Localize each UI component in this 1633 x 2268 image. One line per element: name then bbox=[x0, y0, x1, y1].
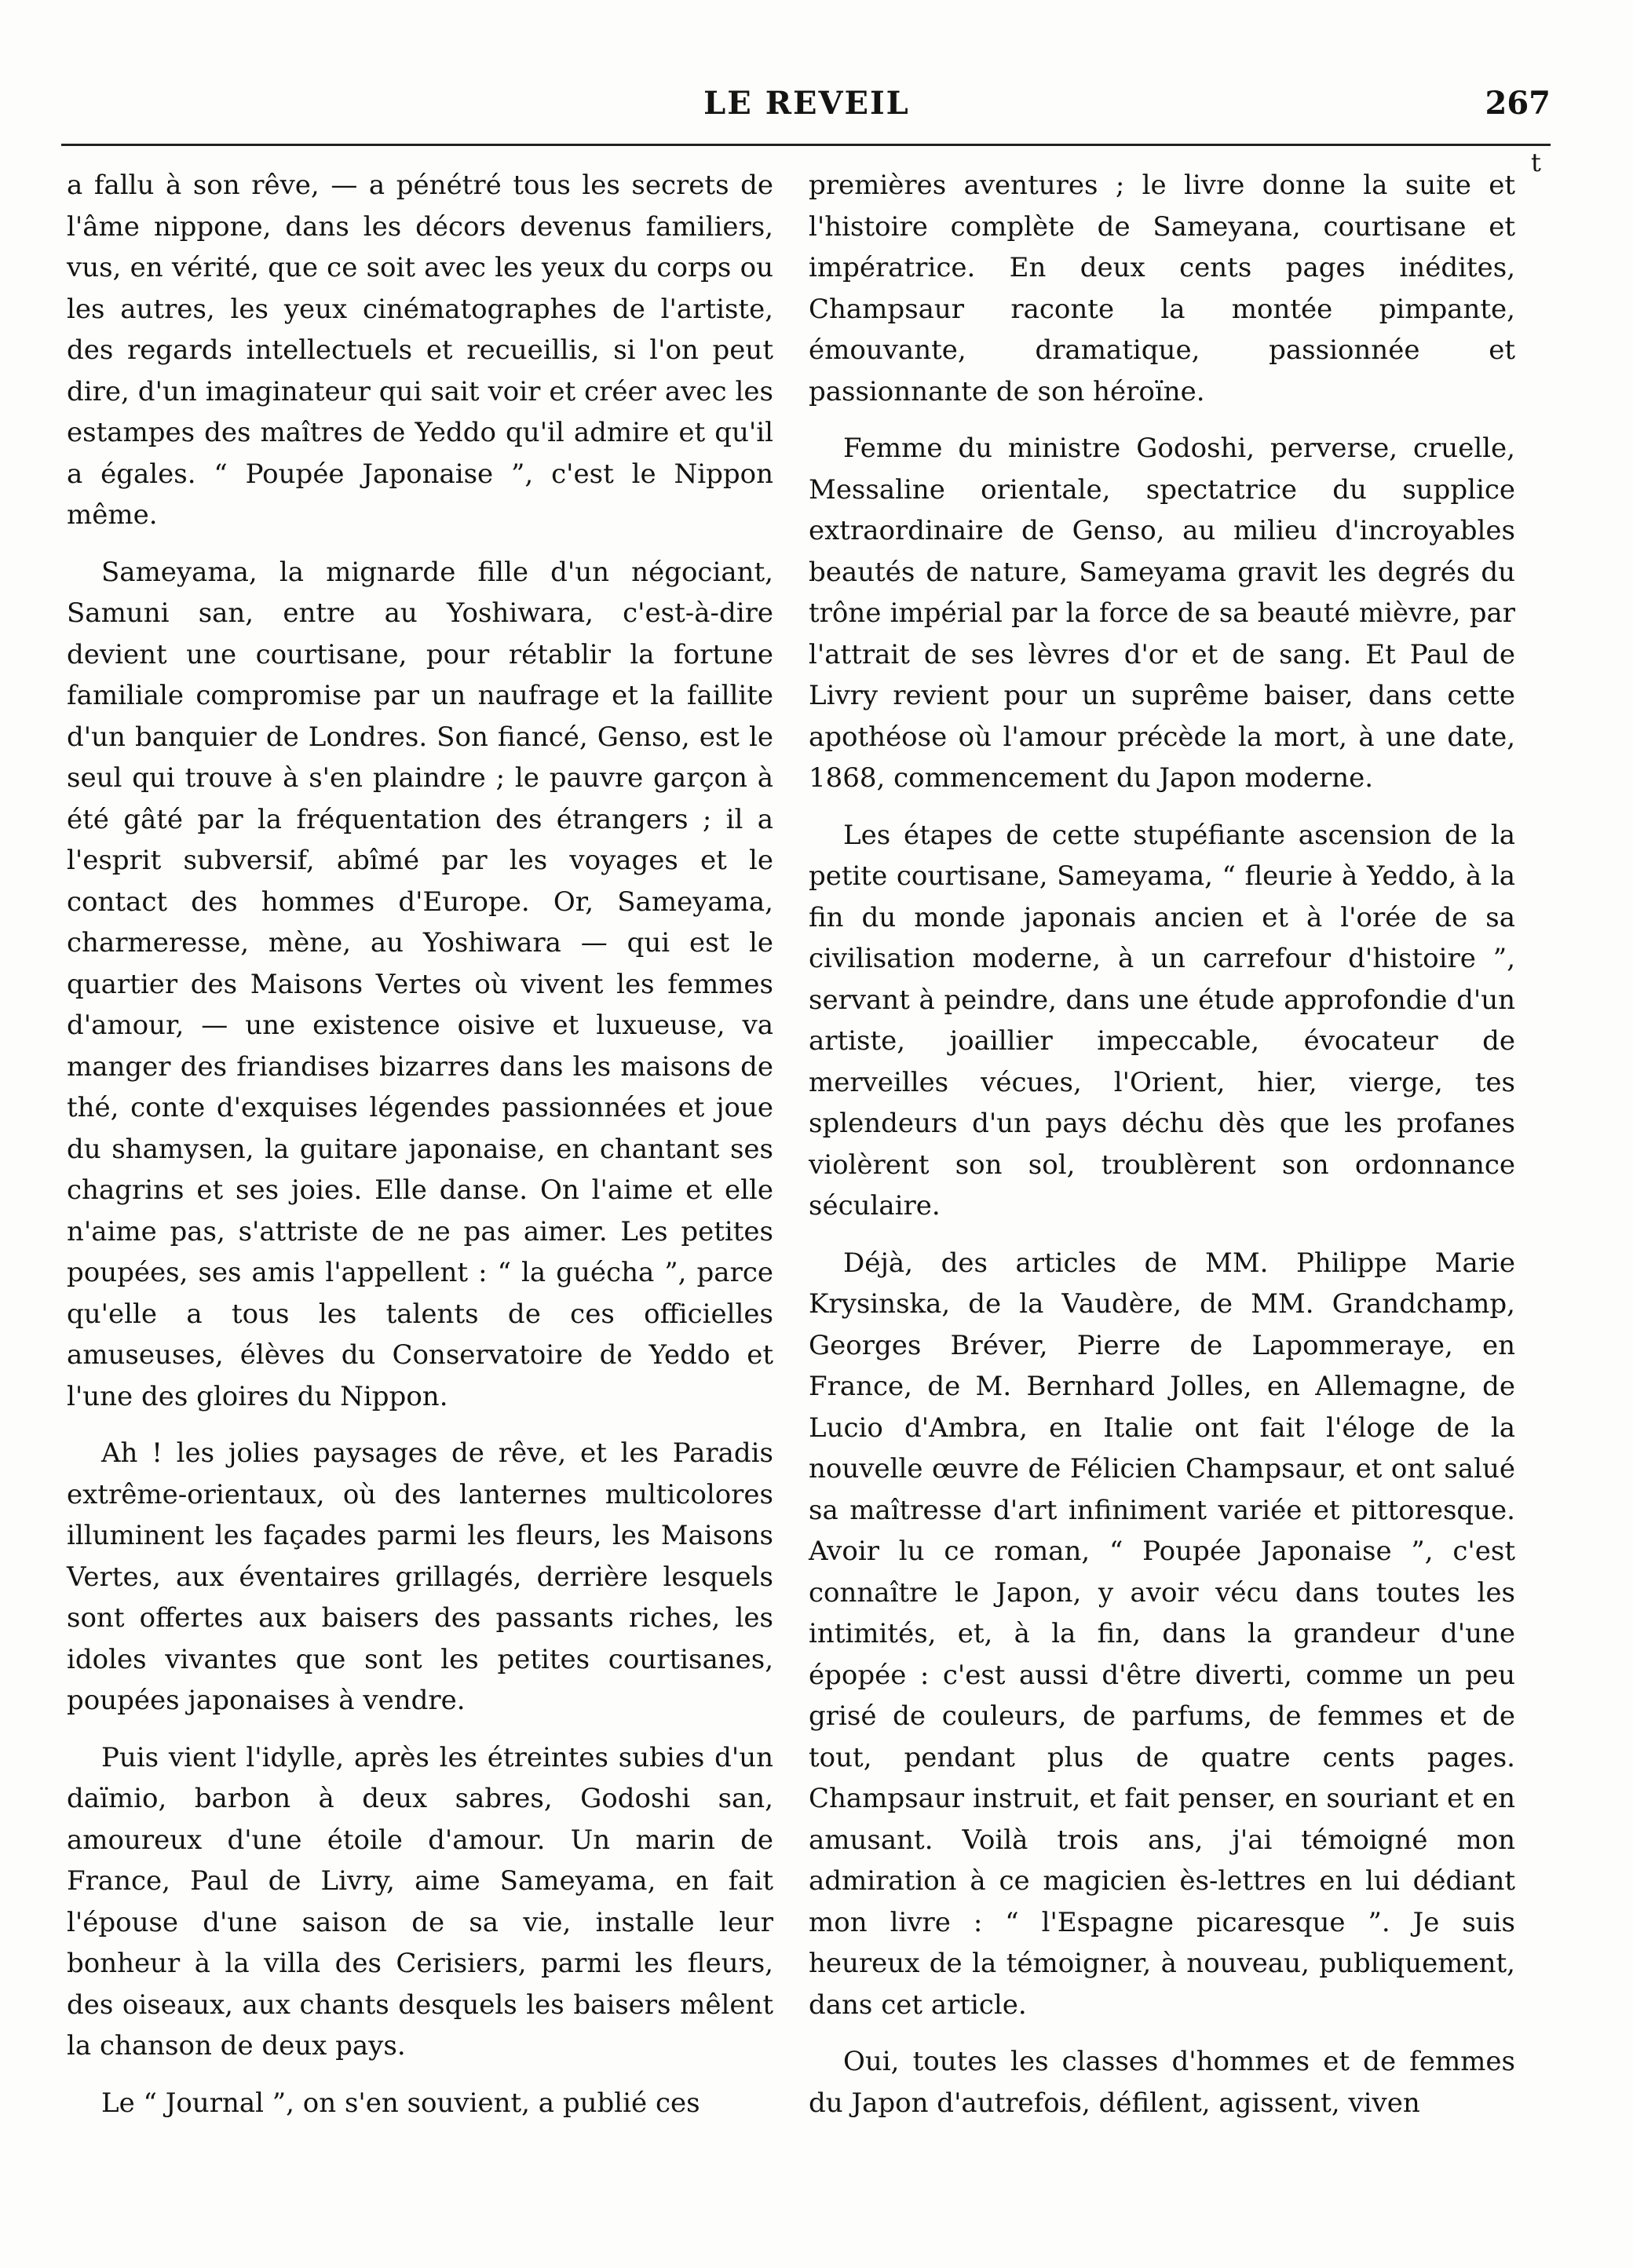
paragraph: Oui, toutes les classes d'hommes et de femmes du Japon d'autrefois, défilent, agissent, viven bbox=[809, 2046, 1515, 2119]
paragraph: Femme du ministre Godoshi, perverse, cruelle, Messaline orientale, spectatrice du supplice extraordinaire de Genso, au milieu d'incroyables beautés de nature, Sameyama gravit les degrés du trône impérial par la force de sa beauté mièvre, par l'attrait de ses lèvres d'or et de sang. Et Paul de Livry revient pour un suprême baiser, dans cette apothéose où l'amour précède la mort, à une date, 1868, commencement du Japon moderne. bbox=[809, 433, 1515, 794]
left-column bbox=[67, 165, 773, 2139]
paragraph: Sameyama, la mignarde fille d'un négociant, Samuni san, entre au Yoshiwara, c'est-à-dire devient une courtisane, pour rétablir la fortune familiale compromise par un naufrage et la faillite d'un banquier de Londres. Son fiancé, Genso, est le seul qui trouve à s'en plaindre ; le pauvre garçon à été gâté par la fréquentation des étrangers ; il a l'esprit subversif, abîmé par les voyages et le contact des hommes d'Europe. Or, Sameyama, charmeresse, mène, au Yoshiwara — qui est le quartier des Maisons Vertes où vivent les femmes d'amour, — une existence oisive et luxueuse, va manger des friandises bizarres dans les maisons de thé, conte d'exquises légendes passionnées et joue du shamysen, la guitare japonaise, en chantant ses chagrins et ses joies. Elle danse. On l'aime et elle n'aime pas, s'attriste de ne pas aimer. Les petites poupées, ses amis l'appellent : “ la guécha ”, parce qu'elle a tous les talents de ces officielles amuseuses, élèves du Conservatoire de Yeddo et l'une des gloires du Nippon. bbox=[67, 556, 773, 1412]
stray-mark: t bbox=[1531, 148, 1541, 177]
paragraph: Déjà, des articles de MM. Philippe Marie Krysinska, de la Vaudère, de MM. Grandchamp, Georges Bréver, Pierre de Lapommeraye, en France, de M. Bernhard Jolles, en Allemagne, de Lucio d'Ambra, en Italie ont fait l'éloge de la nouvelle œuvre de Félicien Champsaur, et ont salué sa maîtresse d'art infiniment variée et pittoresque. Avoir lu ce roman, “ Poupée Japonaise ”, c'est connaître le Japon, y avoir vécu dans toutes les intimités, et, à la fin, dans la grandeur d'une épopée : c'est aussi d'être diverti, comme un peu grisé de couleurs, de parfums, de femmes et de tout, pendant plus de quatre cents pages. Champsaur instruit, et fait penser, en souriant et en amusant. Voilà trois ans, j'ai témoigné mon admiration à ce magicien ès-lettres en lui dédiant mon livre : “ l'Espagne picaresque ”. Je suis heureux de la témoigner, à nouveau, publiquement, dans cet article. bbox=[809, 1247, 1515, 2021]
running-title: LE REVEIL bbox=[703, 85, 910, 122]
paragraph: Les étapes de cette stupéfiante ascension de la petite courtisane, Sameyama, “ fleurie à Yeddo, à la fin du monde japonais ancien et à l'orée de sa civilisation moderne, à un carrefour d'histoire ”, servant à peindre, dans une étude approfondie d'un artiste, joaillier impeccable, évocateur de merveilles vécues, l'Orient, hier, vierge, tes splendeurs d'un pays déchu dès que les profanes violèrent son sol, troublèrent son ordonnance séculaire. bbox=[809, 819, 1515, 1222]
page-number: 267 bbox=[1485, 85, 1551, 122]
header-rule bbox=[61, 144, 1551, 146]
paragraph: Le “ Journal ”, on s'en souvient, a publié ces bbox=[101, 2087, 700, 2119]
page-header bbox=[63, 85, 1551, 132]
paragraph: a fallu à son rêve, — a pénétré tous les secrets de l'âme nippone, dans les décors devenus familiers, vus, en vérité, que ce soit avec les yeux du corps ou les autres, les yeux cinématographes de l'artiste, des regards intellectuels et recueillis, si l'on peut dire, d'un imaginateur qui sait voir et créer avec les estampes des maîtres de Yeddo qu'il admire et qu'il a égales. “ Poupée Japonaise ”, c'est le Nippon même. bbox=[67, 170, 773, 531]
paragraph: Ah ! les jolies paysages de rêve, et les Paradis extrême-orientaux, où des lanternes multicolores illuminent les façades parmi les fleurs, les Maisons Vertes, aux éventaires grillagés, derrière lesquels sont offertes aux baisers des passants riches, les idoles vivantes que sont les petites courtisanes, poupées japonaises à vendre. bbox=[67, 1437, 773, 1716]
paragraph: premières aventures ; le livre donne la suite et l'histoire complète de Sameyana, courtisane et impératrice. En deux cents pages inédites, Champsaur raconte la montée pimpante, émouvante, dramatique, passionnée et passionnante de son héroïne. bbox=[809, 170, 1515, 407]
paragraph: Puis vient l'idylle, après les étreintes subies d'un daïmio, barbon à deux sabres, Godoshi san, amoureux d'une étoile d'amour. Un marin de France, Paul de Livry, aime Sameyama, en fait l'épouse d'une saison de sa vie, installe leur bonheur à la villa des Cerisiers, parmi les fleurs, des oiseaux, aux chants desquels les baisers mêlent la chanson de deux pays. bbox=[67, 1741, 773, 2062]
right-column bbox=[809, 165, 1515, 2139]
